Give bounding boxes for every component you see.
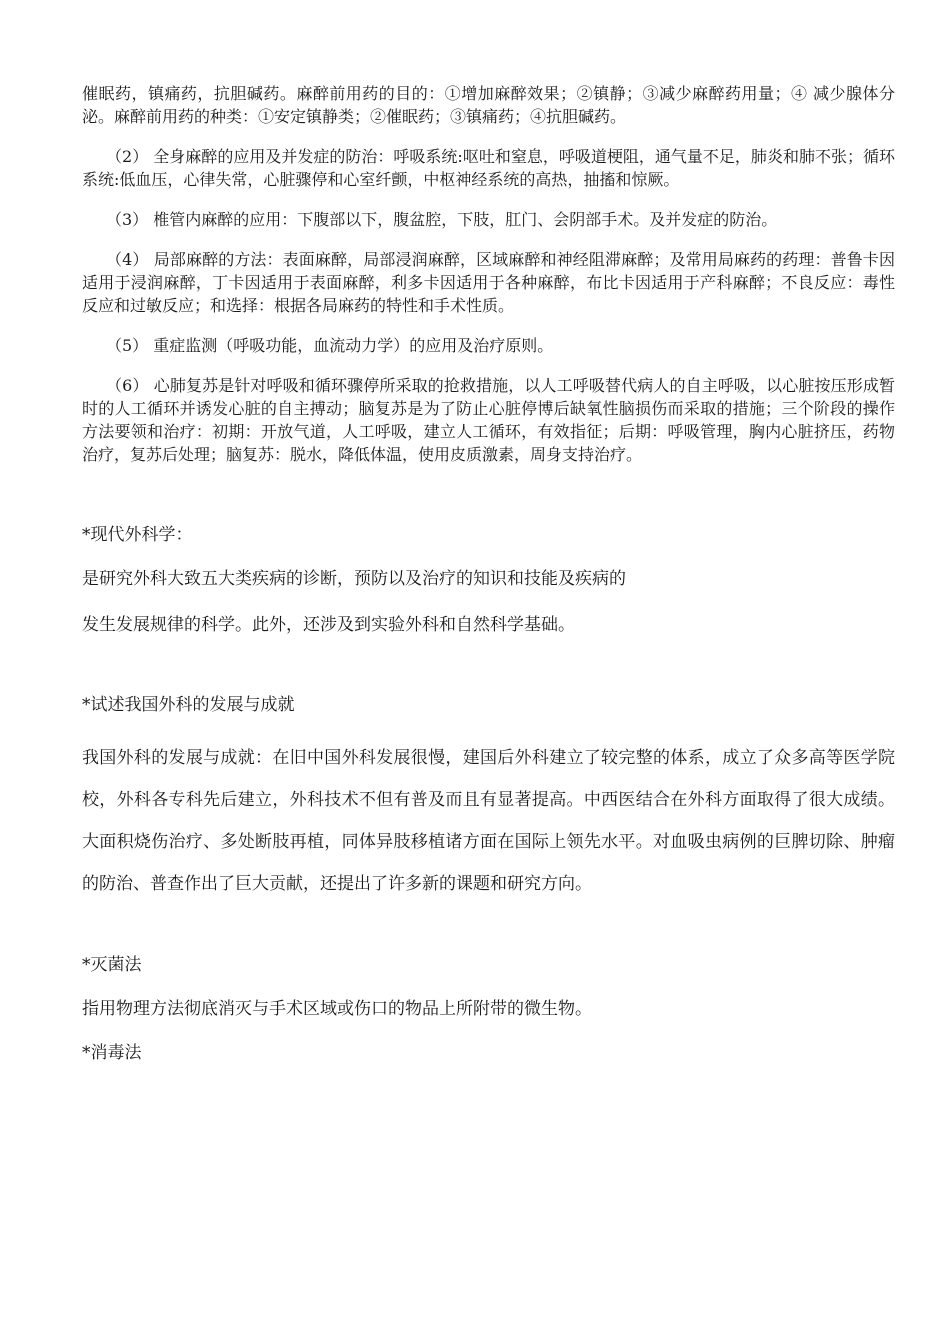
section-spacer: [82, 717, 895, 737]
sterilization-body: 指用物理方法彻底消灭与手术区域或伤口的物品上所附带的微生物。: [82, 999, 592, 1019]
section-spacer: [82, 637, 895, 693]
anesthesia-item-4: （4） 局部麻醉的方法：表面麻醉，局部浸润麻醉，区域麻醉和神经阻滞麻醉；及常用局麻药的药理：普鲁卡因适用于浸润麻醉，丁卡因适用于表面麻醉，利多卡因适用于各种麻醉，布比卡因适用于产科麻醉；不良反应：毒性反应和过敏反应；和选择：根据各局麻药的特性和手术性质。: [82, 250, 895, 315]
modern-surgery-heading: *现代外科学：: [82, 525, 193, 545]
section-spacer: [82, 977, 895, 997]
section-spacer: [82, 905, 895, 953]
anesthesia-item-2: （2） 全身麻醉的应用及并发症的防治：呼吸系统:呕吐和窒息，呼吸道梗阻，通气量不足，肺炎和肺不张；循环系统:低血压，心律失常，心脏骤停和心室纤颤，中枢神经系统的高热，抽搐和惊厥。: [82, 147, 895, 189]
modern-surgery-line-1: 是研究外科大致五大类疾病的诊断，预防以及治疗的知识和技能及疾病的: [82, 569, 626, 589]
anesthesia-intro-paragraph: 催眠药，镇痛药，抗胆碱药。麻醉前用药的目的：①增加麻醉效果；②镇静；③减少麻醉药用量；④ 减少腺体分泌。麻醉前用药的种类：①安定镇静类；②催眠药；③镇痛药；④抗胆碱药。: [82, 84, 895, 126]
development-body: 我国外科的发展与成就：在旧中国外科发展很慢，建国后外科建立了较完整的体系，成立了众多高等医学院校，外科各专科先后建立，外科技术不但有普及而且有显著提高。中西医结合在外科方面取得了很大成绩。大面积烧伤治疗、多处断肢再植，同体异肢移植诸方面在国际上领先水平。对血吸虫病例的巨脾切除、肿瘤的防治、普查作出了巨大贡献，还提出了许多新的课题和研究方向。: [82, 748, 895, 894]
development-heading: *试述我国外科的发展与成就: [82, 695, 295, 715]
anesthesia-item-5: （5） 重症监测（呼吸功能，血流动力学）的应用及治疗原则。: [106, 336, 554, 355]
modern-surgery-line-2: 发生发展规律的科学。此外，还涉及到实验外科和自然科学基础。: [82, 615, 575, 635]
section-spacer: [82, 547, 895, 567]
section-spacer: [82, 483, 895, 523]
anesthesia-item-3: （3） 椎管内麻醉的应用：下腹部以下，腹盆腔，下肢，肛门、会阴部手术。及并发症的防治。: [106, 210, 778, 229]
sterilization-heading: *灭菌法: [82, 955, 142, 975]
anesthesia-item-6: （6） 心肺复苏是针对呼吸和循环骤停所采取的抢救措施，以人工呼吸替代病人的自主呼吸，以心脏按压形成暂时的人工循环并诱发心脏的自主搏动；脑复苏是为了防止心脏停博后缺氧性脑损伤而采取的措施；三个阶段的操作方法要领和治疗：初期：开放气道，人工呼吸，建立人工循环，有效指征；后期：呼吸管理，胸内心脏挤压，药物治疗，复苏后处理；脑复苏：脱水，降低体温，使用皮质激素，周身支持治疗。: [82, 376, 895, 464]
disinfection-heading: *消毒法: [82, 1043, 142, 1063]
section-spacer: [82, 1021, 895, 1041]
section-spacer: [82, 591, 895, 613]
